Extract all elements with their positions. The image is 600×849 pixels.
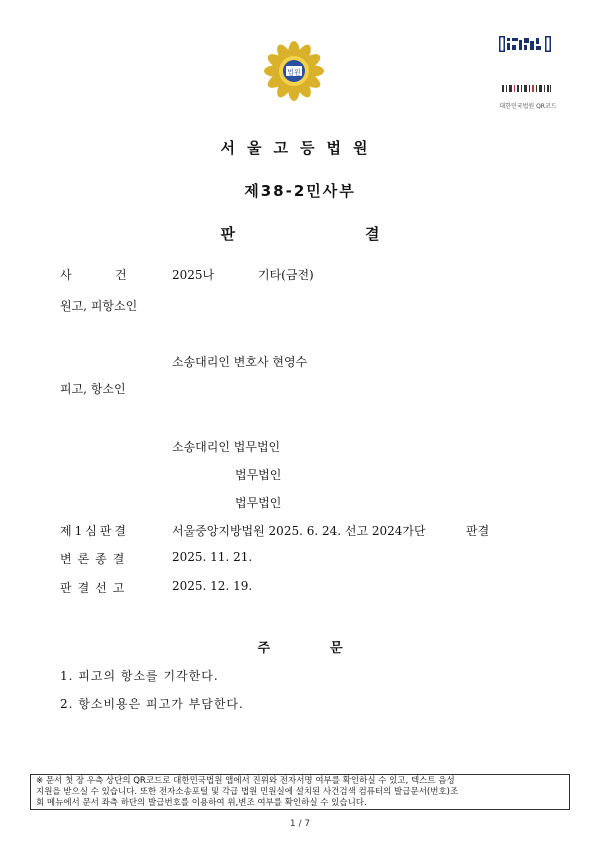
case-type: 기타(금전)	[258, 268, 314, 282]
case-number: 2025나	[172, 268, 215, 282]
notice-line: 회 메뉴에서 문서 좌측 하단의 발급번호를 이용하여 위,변조 여부를 확인하실 수 있습니다.	[36, 798, 367, 808]
court-name: 서울고등법원	[220, 139, 380, 157]
notice-line: 지원을 받으실 수 있습니다. 또한 전자소송포털 및 각급 법원 민원실에 설치된 사건검색 컴퓨터의 발급문서(번호)조	[36, 787, 459, 797]
judgment-title	[0, 223, 600, 244]
notice-line: ※ 문서 첫 장 우측 상단의 QR코드로 대한민국법원 앱에서 진위와 전자서명 여부를 확인하실 수 있고, 텍스트 음성	[36, 776, 455, 786]
order-item: 1. 피고의 항소를 기각한다.	[60, 669, 219, 683]
defendant-counsel: 소송대리인 법무법인	[172, 440, 281, 454]
order-title-left: 주	[257, 641, 270, 656]
court-emblem-icon	[263, 40, 325, 102]
first-instance-label: 제1심판결	[60, 524, 130, 538]
qr-caption: 대한민국법원 QR코드	[499, 103, 557, 110]
defendant-counsel-2: 법무법인	[235, 468, 282, 482]
emblem-text: 법원	[287, 68, 301, 77]
pronounce-value: 2025. 12. 19.	[172, 579, 253, 593]
division-name: 제38-2민사부	[244, 182, 356, 200]
order-title-right: 문	[330, 641, 343, 656]
issue-barcode-icon	[502, 84, 552, 93]
order-item: 2. 항소비용은 피고가 부담한다.	[60, 697, 244, 711]
case-label: 사	[60, 268, 72, 282]
judgment-title-right: 결	[365, 225, 380, 243]
order-title	[0, 637, 600, 656]
plaintiff-counsel: 소송대리인 변호사 현영수	[172, 355, 308, 369]
pronounce-label: 판결선고	[60, 581, 131, 595]
case-label-2: 건	[115, 268, 127, 282]
defendant-counsel-3: 법무법인	[235, 496, 282, 510]
page-number: 1 / 7	[289, 819, 311, 829]
first-instance-value: 서울중앙지방법원 2025. 6. 24. 선고 2024가단	[172, 524, 426, 538]
first-instance-suffix: 판결	[466, 524, 490, 538]
defendant-label: 피고, 항소인	[60, 382, 126, 396]
verification-notice	[30, 774, 570, 810]
qr-code-icon	[499, 36, 551, 52]
judgment-title-left: 판	[220, 225, 235, 243]
plaintiff-label: 원고, 피항소인	[60, 299, 138, 313]
closing-value: 2025. 11. 21.	[172, 550, 253, 564]
closing-label: 변론종결	[60, 552, 131, 566]
